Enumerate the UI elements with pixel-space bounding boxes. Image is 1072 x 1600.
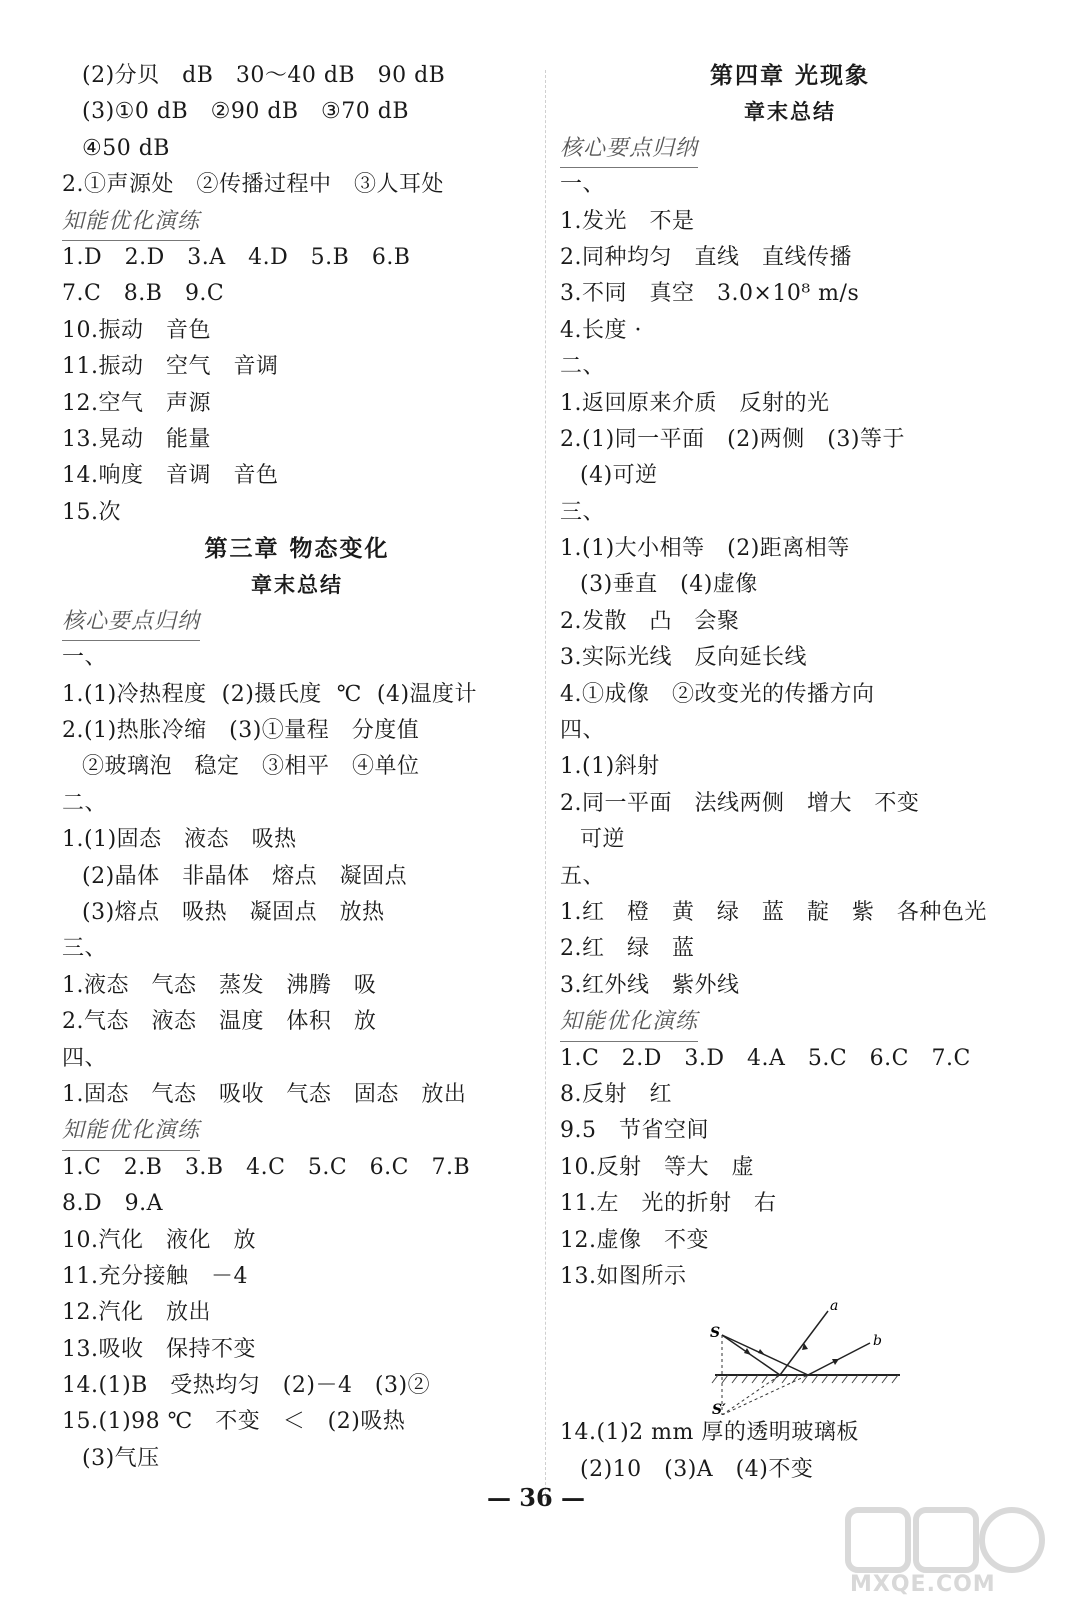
answer-line: 四、 <box>560 718 606 744</box>
reflection-figure <box>560 1295 1020 1415</box>
answer-line: 7.C 8.B 9.C <box>62 281 225 307</box>
answer-line: 13.晃动 能量 <box>62 426 211 452</box>
answer-line: (3)熔点 吸热 凝固点 放热 <box>82 899 385 925</box>
answer-line: 1.液态 气态 蒸发 沸腾 吸 <box>62 972 377 998</box>
summary-title: 章末总结 <box>744 100 836 125</box>
answer-line: 1.返回原来介质 反射的光 <box>560 390 830 416</box>
watermark-text: MXQE.COM <box>850 1572 996 1597</box>
answer-line: 8.D 9.A <box>62 1191 163 1217</box>
answer-line: 11.振动 空气 音调 <box>62 354 279 380</box>
answer-line: 2.(1)同一平面 (2)两侧 (3)等于 <box>560 426 905 452</box>
answer-line: 8.反射 红 <box>560 1081 672 1107</box>
answer-line: (2)分贝 dB 30～40 dB 90 dB <box>82 63 446 88</box>
answer-line: 三、 <box>62 936 108 962</box>
answer-line: (3)气压 <box>82 1445 160 1471</box>
answer-line: 五、 <box>560 863 606 889</box>
label-b: b <box>873 1333 882 1350</box>
answer-line: 一、 <box>560 172 606 198</box>
answer-line: 10.汽化 液化 放 <box>62 1227 256 1253</box>
answer-line: (2)晶体 非晶体 熔点 凝固点 <box>82 863 408 889</box>
answer-line: 2.发散 凸 会聚 <box>560 608 740 634</box>
answer-line: 14.(1)2 mm 厚的透明玻璃板 <box>560 1420 859 1446</box>
left-column <box>62 58 532 1477</box>
answer-line: 四、 <box>62 1045 108 1071</box>
answer-line: 2.(1)热胀冷缩 (3)①量程 分度值 <box>62 718 420 744</box>
section-heading-row <box>62 1113 532 1149</box>
answer-line: ②玻璃泡 稳定 ③相平 ④单位 <box>82 754 420 780</box>
answer-line: 2.气态 液态 温度 体积 放 <box>62 1009 377 1035</box>
answer-line: 12.空气 声源 <box>62 390 211 416</box>
answer-line: 9.5 节省空间 <box>560 1118 709 1144</box>
answer-line: 一、 <box>62 645 108 671</box>
answer-line: (3)垂直 (4)虚像 <box>580 572 758 598</box>
answer-line: 1.D 2.D 3.A 4.D 5.B 6.B <box>62 244 411 270</box>
chapter-title: 第四章 光现象 <box>709 63 870 89</box>
answer-line: 3.实际光线 反向延长线 <box>560 645 807 671</box>
answer-line: 4.长度 · <box>560 317 642 343</box>
answer-line: 4.①成像 ②改变光的传播方向 <box>560 681 875 707</box>
answer-line: 10.反射 等大 虚 <box>560 1154 754 1180</box>
section-heading-row <box>62 604 532 640</box>
answer-line: 3.不同 真空 3.0×10⁸ m/s <box>560 281 860 307</box>
answer-line: 15.(1)98 ℃ 不变 ＜ (2)吸热 <box>62 1409 406 1435</box>
answer-line: 12.汽化 放出 <box>62 1300 211 1326</box>
section-heading-row <box>560 131 1020 167</box>
section-heading: 核心要点归纳 <box>560 131 698 168</box>
answer-line: 14.响度 音调 音色 <box>62 463 279 489</box>
answer-line: (2)10 (3)A (4)不变 <box>580 1456 814 1482</box>
answer-line: 1.C 2.B 3.B 4.C 5.C 6.C 7.B <box>62 1154 471 1180</box>
label-s-prime: S′ <box>712 1402 726 1416</box>
section-heading: 核心要点归纳 <box>62 604 200 641</box>
section-heading: 知能优化演练 <box>62 1113 200 1150</box>
answer-line: 二、 <box>62 790 108 816</box>
page-number: — 36 — <box>486 1483 586 1512</box>
answer-line: 1.C 2.D 3.D 4.A 5.C 6.C 7.C <box>560 1045 971 1071</box>
answer-line: 1.固态 气态 吸收 气态 固态 放出 <box>62 1081 467 1107</box>
answer-line: 11.左 光的折射 右 <box>560 1191 777 1217</box>
answer-line: 10.振动 音色 <box>62 317 211 343</box>
answer-line: 14.(1)B 受热均匀 (2)－4 (3)② <box>62 1373 431 1399</box>
answer-line: 13.吸收 保持不变 <box>62 1336 256 1362</box>
summary-title: 章末总结 <box>251 573 343 598</box>
right-column <box>560 58 1020 1488</box>
answer-line: 1.(1)冷热程度 (2)摄氏度 ℃ (4)温度计 <box>62 681 478 707</box>
answer-line: 可逆 <box>580 827 626 853</box>
reflection-diagram <box>710 1295 910 1415</box>
answer-line: 2.①声源处 ②传播过程中 ③人耳处 <box>62 172 444 198</box>
answer-line: 1.发光 不是 <box>560 208 695 234</box>
column-divider <box>545 70 546 1500</box>
answer-line: 2.同种均匀 直线 直线传播 <box>560 244 852 270</box>
answer-line: ④50 dB <box>82 135 170 161</box>
answer-line: 三、 <box>560 499 606 525</box>
label-s: S <box>710 1325 721 1342</box>
answer-line: 3.红外线 紫外线 <box>560 972 740 998</box>
answer-line: 1.(1)固态 液态 吸热 <box>62 827 297 853</box>
answer-line: 1.(1)斜射 <box>560 754 660 780</box>
answer-line: 15.次 <box>62 499 121 525</box>
section-heading-row <box>560 1004 1020 1040</box>
answer-line: 12.虚像 不变 <box>560 1227 709 1253</box>
answer-line: 11.充分接触 －4 <box>62 1263 248 1289</box>
answer-line: 1.(1)大小相等 (2)距离相等 <box>560 536 850 562</box>
answer-line: (4)可逆 <box>580 463 658 489</box>
answer-line: 2.同一平面 法线两侧 增大 不变 <box>560 790 920 816</box>
answer-line: 2.红 绿 蓝 <box>560 936 695 962</box>
section-heading: 知能优化演练 <box>62 204 200 241</box>
answer-line: 13.如图所示 <box>560 1263 687 1289</box>
answer-line: 二、 <box>560 354 606 380</box>
section-heading: 知能优化演练 <box>560 1004 698 1041</box>
section-heading-row <box>62 204 532 240</box>
answer-line: 1.红 橙 黄 绿 蓝 靛 紫 各种色光 <box>560 899 987 925</box>
chapter-title: 第三章 物态变化 <box>204 536 390 563</box>
label-a: a <box>830 1298 839 1315</box>
answer-line: (3)①0 dB ②90 dB ③70 dB <box>82 99 410 125</box>
